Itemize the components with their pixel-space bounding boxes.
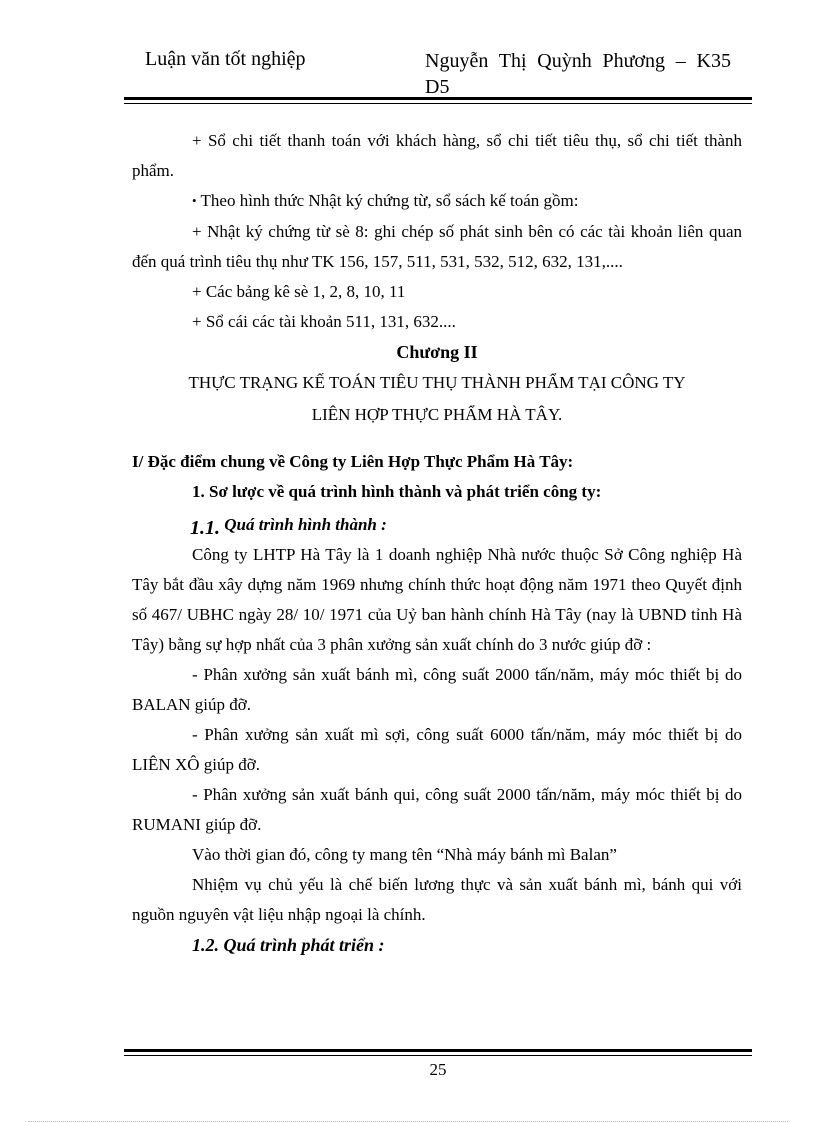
header-author: Nguyễn Thị Quỳnh Phương – K35 D5: [425, 50, 731, 98]
page-number: 25: [429, 1060, 447, 1079]
paragraph-journal-form-text: Theo hình thức Nhật ký chứng từ, sổ sách kế toán gồm:: [200, 191, 579, 210]
paragraph-noodle-workshop: - Phân xưởng sản xuất mì sợi, công suất 6000 tấn/năm, máy móc thiết bị do LIÊN XÔ giúp đỡ.: [132, 725, 742, 774]
section-heading: I/ Đặc điểm chung về Công ty Liên Hợp Thực Phẩm Hà Tây:: [132, 452, 574, 471]
subsection-1-2-heading: 1.2. Quá trình phát triển :: [192, 935, 385, 955]
subsection-heading: 1. Sơ lược về quá trình hình thành và phát triển công ty:: [192, 482, 602, 501]
subsection-1-1-title: Quá trình hình thành :: [224, 515, 387, 534]
paragraph-main-task: Nhiệm vụ chủ yếu là chế biến lương thực và sản xuất bánh mì, bánh qui với nguồn nguyên vật liệu nhập ngoại là chính.: [132, 875, 742, 924]
paragraph-bread-workshop: - Phân xưởng sản xuất bánh mì, công suất 2000 tấn/năm, máy móc thiết bị do BALAN giúp đỡ.: [132, 665, 742, 714]
paragraph-journal-8: + Nhật ký chứng từ sè 8: ghi chép số phát sinh bên có các tài khoản liên quan đến quá trình tiêu thụ như TK 156, 157, 511, 531, 532, 512, 632, 131,....: [132, 222, 742, 271]
chapter-title-line-1: THỰC TRẠNG KẾ TOÁN TIÊU THỤ THÀNH PHẨM TẠI CÔNG TY: [188, 373, 686, 392]
paragraph-biscuit-workshop: - Phân xưởng sản xuất bánh qui, công suất 2000 tấn/năm, máy móc thiết bị do RUMANI giúp đỡ.: [132, 785, 742, 834]
paragraph-company-name: Vào thời gian đó, công ty mang tên “Nhà máy bánh mì Balan”: [192, 845, 617, 864]
paragraph-schedules: + Các bảng kê sè 1, 2, 8, 10, 11: [192, 282, 406, 301]
paragraph-detail-books: + Sổ chi tiết thanh toán với khách hàng, sổ chi tiết tiêu thụ, sổ chi tiết thành phẩm.: [132, 131, 742, 180]
paragraph-company-history: Công ty LHTP Hà Tây là 1 doanh nghiệp Nhà nước thuộc Sở Công nghiệp Hà Tây bắt đầu xây dựng năm 1969 nhưng chính thức hoạt động năm 1971 theo Quyết định số 467/ UBHC ngày 28/ 10/ 1971 của Uỷ ban hành chính Hà Tây (nay là UBND tỉnh Hà Tây) bằng sự hợp nhất của 3 phân xưởng sản xuất chính do 3 nước giúp đỡ :: [132, 545, 742, 654]
paragraph-ledger: + Sổ cái các tài khoản 511, 131, 632....: [192, 312, 456, 331]
subsection-1-1-heading: [132, 509, 742, 540]
footer-divider: [124, 1049, 752, 1056]
page-bottom-border: [28, 1121, 788, 1122]
bullet-icon: •: [192, 193, 197, 208]
chapter-title-line-2: LIÊN HỢP THỰC PHẨM HÀ TÂY.: [311, 405, 563, 424]
header-divider: [124, 97, 752, 104]
page-body: [132, 126, 742, 960]
header-left-title: Luận văn tốt nghiệp: [145, 48, 306, 70]
chapter-heading: Chương II: [396, 342, 478, 362]
subsection-1-1-number: 1.1.: [190, 517, 220, 539]
paragraph-journal-form: [132, 186, 742, 217]
